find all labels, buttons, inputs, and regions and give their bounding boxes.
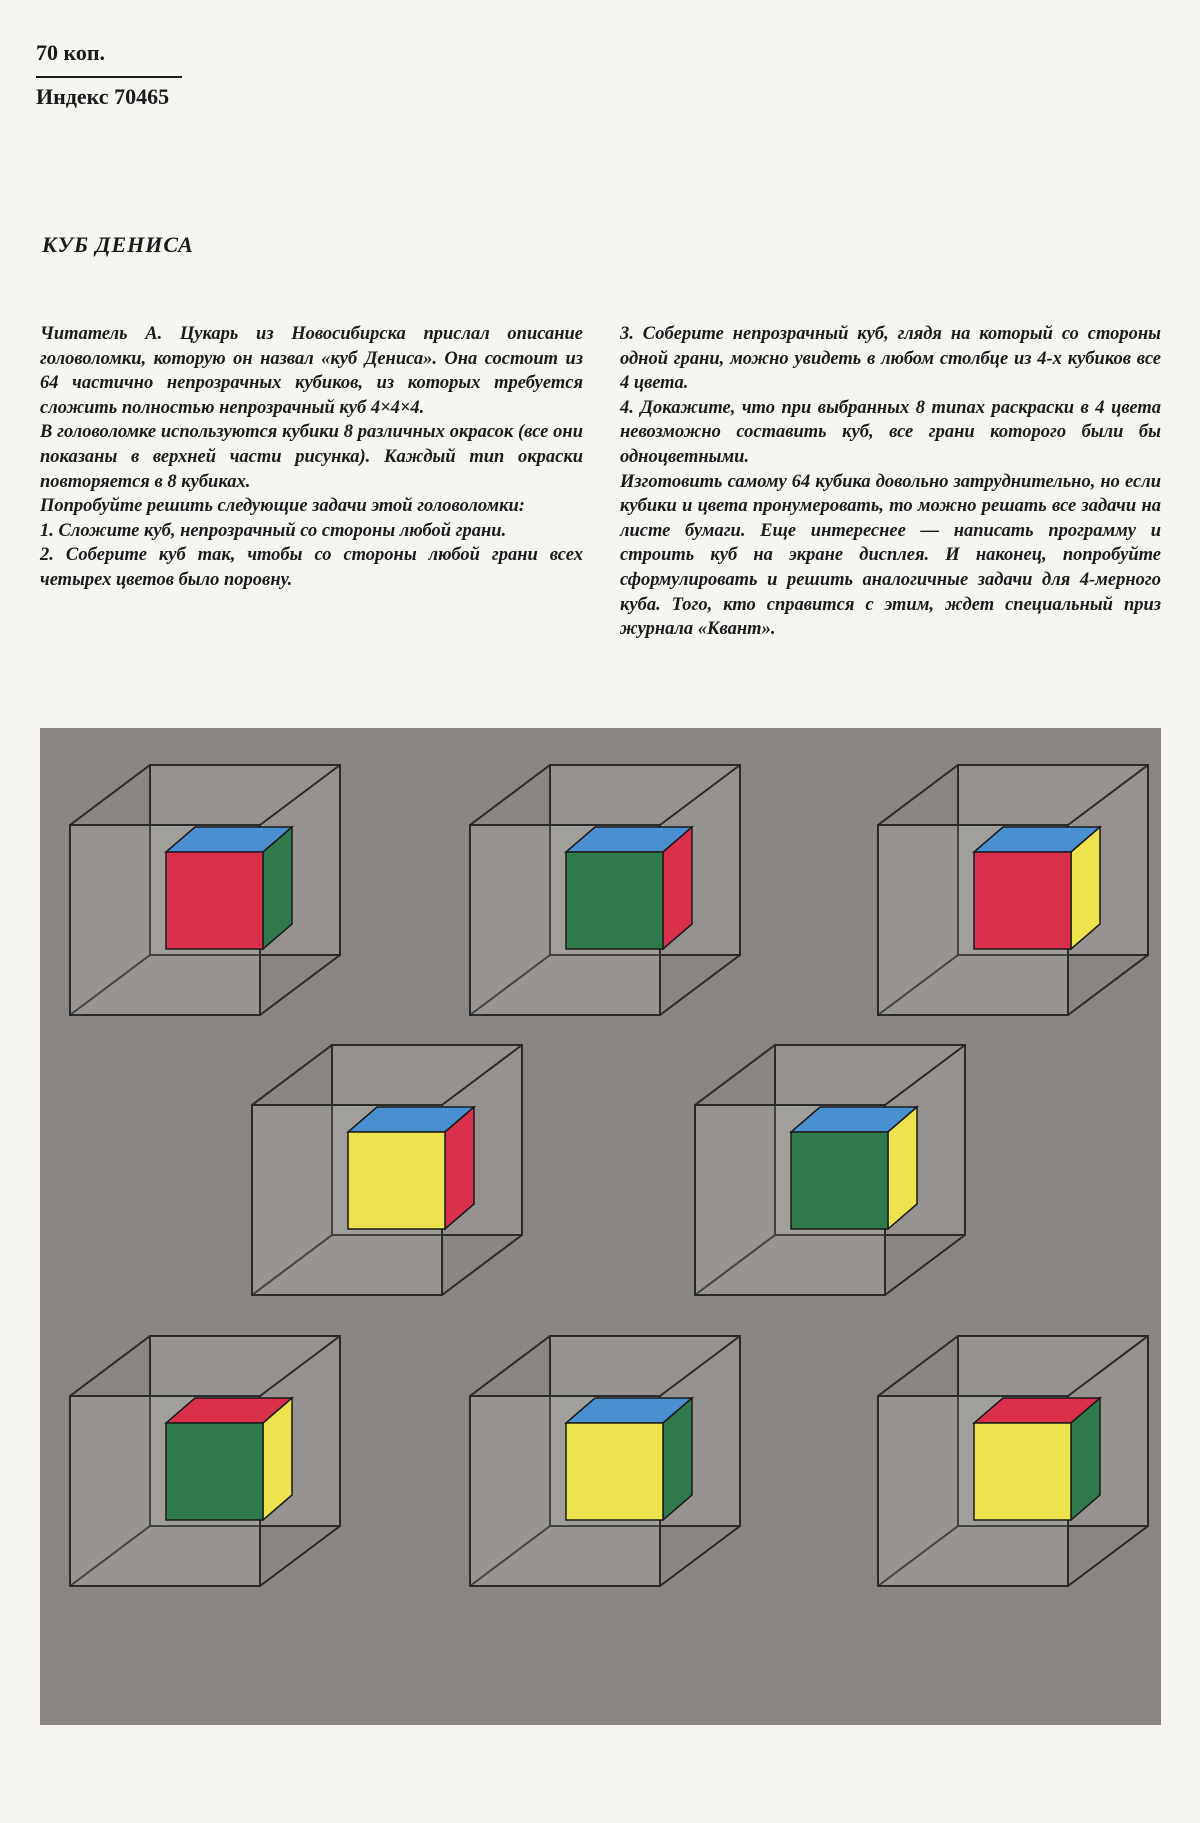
task-item: 3. Соберите непрозрачный куб, глядя на который со стороны одной грани, можно увидеть в любом столбце из 4-х кубиков все 4 цвета.	[620, 324, 1161, 394]
wire-cube-edge	[470, 765, 550, 825]
task-item: 4. Докажите, что при выбранных 8 типах раскраски в 4 цвета невозможно составить куб, все грани которого были бы одноцветными.	[620, 397, 1161, 467]
paragraph: В головоломке используются кубики 8 различных окрасок (все они показаны в верхней части рисунка). Каждый тип окраски повторяется в 8 кубиках.	[40, 422, 583, 492]
colored-cube-front-face	[348, 1132, 445, 1229]
colored-cube-front-face	[791, 1132, 888, 1229]
article-left-column	[40, 322, 583, 593]
article-right-column	[620, 322, 1161, 642]
wire-cube-edge	[878, 765, 958, 825]
paragraph: Изготовить самому 64 кубика довольно затруднительно, но если кубики и цвета пронумеровать, то можно решать все задачи на листе бумаги. Еще интереснее — написать программу и строить куб на экране дисплея. И наконец, попробуйте сформулировать и решить аналогичные задачи для 4-мерного куба. Того, кто справится с этим, ждет специальный приз журнала «Квант».	[620, 471, 1161, 640]
wire-cube-edge	[660, 955, 740, 1015]
wire-cube-edge	[252, 1045, 332, 1105]
wire-cube-edge	[878, 1336, 958, 1396]
colored-cube-front-face	[166, 1423, 263, 1520]
wire-cube-edge	[442, 1235, 522, 1295]
wire-cube-edge	[1068, 1526, 1148, 1586]
wire-cube-edge	[260, 955, 340, 1015]
paragraph: Попробуйте решить следующие задачи этой головоломки:	[40, 496, 525, 517]
wire-cube-edge	[260, 1526, 340, 1586]
task-item: 2. Соберите куб так, чтобы со стороны любой грани всех четырех цветов было поровну.	[40, 545, 583, 590]
subscription-index: Индекс 70465	[36, 84, 170, 109]
price-label: 70 коп.	[36, 40, 106, 65]
colored-cube-front-face	[566, 1423, 663, 1520]
price-divider	[36, 76, 182, 78]
task-item: 1. Сложите куб, непрозрачный со стороны любой грани.	[40, 520, 507, 541]
wire-cube-edge	[1068, 955, 1148, 1015]
wire-cube-edge	[470, 1336, 550, 1396]
wire-cube-edge	[885, 1235, 965, 1295]
wire-cube-edge	[660, 1526, 740, 1586]
colored-cube-front-face	[974, 852, 1071, 949]
wire-cube-edge	[695, 1045, 775, 1105]
wire-cube-edge	[70, 765, 150, 825]
colored-cube-front-face	[566, 852, 663, 949]
colored-cube-front-face	[974, 1423, 1071, 1520]
colored-cube-front-face	[166, 852, 263, 949]
cube-colorings-svg	[40, 728, 1161, 1725]
cube-colorings-figure	[40, 728, 1161, 1725]
article-title: КУБ ДЕНИСА	[42, 232, 194, 257]
wire-cube-edge	[70, 1336, 150, 1396]
paragraph: Читатель А. Цукарь из Новосибирска прислал описание головоломки, которую он назвал «куб Дениса». Она состоит из 64 частично непрозрачных кубиков, из которых требуется сложить полностью непрозрачный куб 4×4×4.	[40, 324, 583, 418]
